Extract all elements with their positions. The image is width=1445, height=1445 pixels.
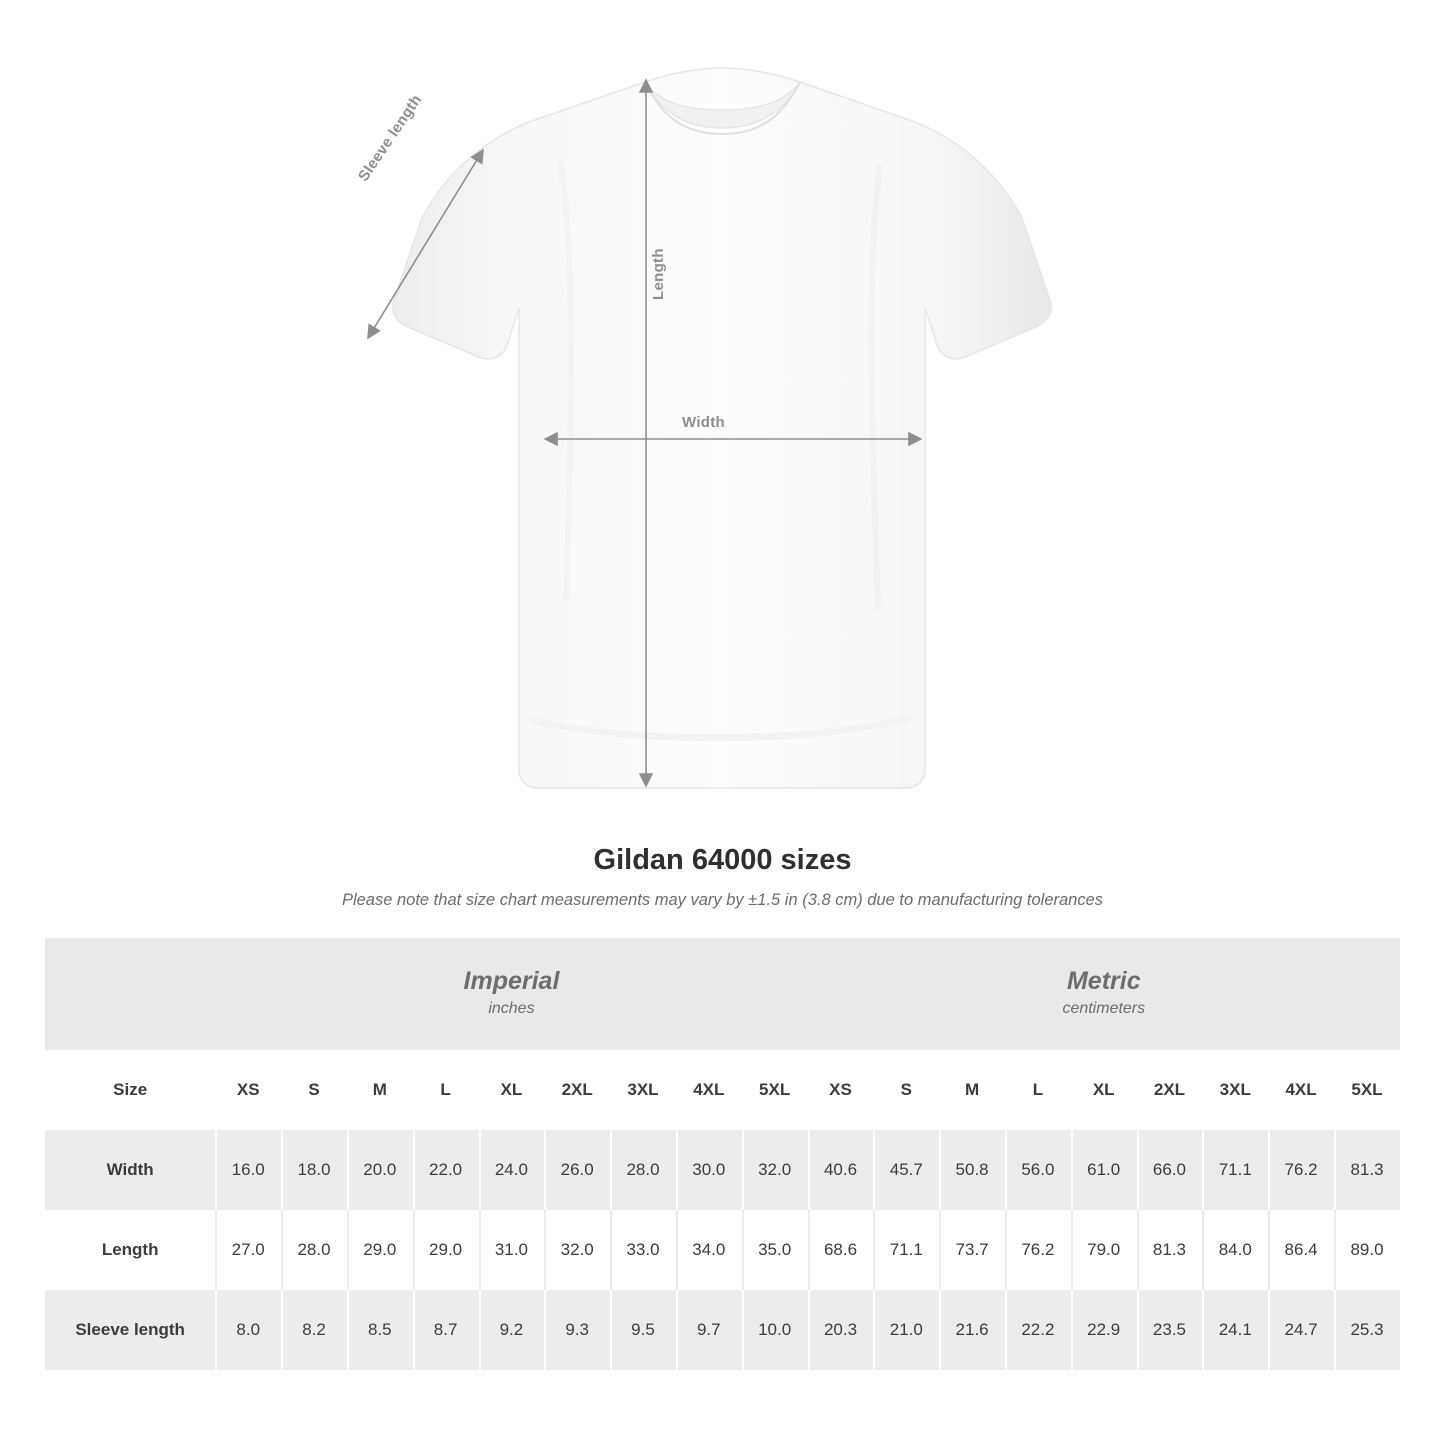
table-cell: 8.7 bbox=[413, 1290, 479, 1370]
table-cell: 73.7 bbox=[939, 1210, 1005, 1290]
table-cell: 18.0 bbox=[281, 1130, 347, 1210]
size-header-cell: L bbox=[413, 1050, 479, 1130]
table-cell: 29.0 bbox=[413, 1210, 479, 1290]
table-cell: 16.0 bbox=[215, 1130, 281, 1210]
size-header-cell: M bbox=[939, 1050, 1005, 1130]
table-cell: 66.0 bbox=[1137, 1130, 1203, 1210]
size-header-cell: XL bbox=[1071, 1050, 1137, 1130]
size-table-wrapper bbox=[45, 938, 1400, 1370]
size-header-cell: XL bbox=[479, 1050, 545, 1130]
table-cell: 24.1 bbox=[1202, 1290, 1268, 1370]
table-cell: 10.0 bbox=[742, 1290, 808, 1370]
size-header-cell: 3XL bbox=[610, 1050, 676, 1130]
table-cell: 9.2 bbox=[479, 1290, 545, 1370]
tolerance-note: Please note that size chart measurements may vary by ±1.5 in (3.8 cm) due to manufacturing tolerances bbox=[341, 891, 1104, 909]
unit-header-imperial bbox=[215, 938, 807, 1050]
table-cell: 21.0 bbox=[873, 1290, 939, 1370]
length-label: Length bbox=[650, 248, 667, 300]
table-cell: 30.0 bbox=[676, 1130, 742, 1210]
width-label: Width bbox=[682, 414, 726, 431]
table-cell: 89.0 bbox=[1334, 1210, 1400, 1290]
table-cell: 9.3 bbox=[544, 1290, 610, 1370]
table-cell: 76.2 bbox=[1005, 1210, 1071, 1290]
sleeve-length-label: Sleeve length bbox=[355, 91, 426, 185]
table-cell: 9.7 bbox=[676, 1290, 742, 1370]
table-cell: 76.2 bbox=[1268, 1130, 1334, 1210]
table-cell: 9.5 bbox=[610, 1290, 676, 1370]
table-cell: 27.0 bbox=[215, 1210, 281, 1290]
table-cell: 22.0 bbox=[413, 1130, 479, 1210]
table-cell: 84.0 bbox=[1202, 1210, 1268, 1290]
page-title: Gildan 64000 sizes bbox=[593, 844, 852, 876]
table-cell: 45.7 bbox=[873, 1130, 939, 1210]
unit-name-imperial: Imperial bbox=[463, 966, 560, 995]
table-cell: 33.0 bbox=[610, 1210, 676, 1290]
size-header-label: Size bbox=[45, 1050, 215, 1130]
size-header-cell: 4XL bbox=[676, 1050, 742, 1130]
table-cell: 25.3 bbox=[1334, 1290, 1400, 1370]
row-label-sleeve-length: Sleeve length bbox=[45, 1290, 215, 1370]
table-cell: 20.3 bbox=[808, 1290, 874, 1370]
table-cell: 81.3 bbox=[1334, 1130, 1400, 1210]
table-row bbox=[45, 1130, 1400, 1210]
table-cell: 81.3 bbox=[1137, 1210, 1203, 1290]
size-header-cell: L bbox=[1005, 1050, 1071, 1130]
row-label-width: Width bbox=[45, 1130, 215, 1210]
table-cell: 50.8 bbox=[939, 1130, 1005, 1210]
table-cell: 29.0 bbox=[347, 1210, 413, 1290]
size-header-cell: 4XL bbox=[1268, 1050, 1334, 1130]
table-cell: 61.0 bbox=[1071, 1130, 1137, 1210]
table-cell: 71.1 bbox=[1202, 1130, 1268, 1210]
table-cell: 86.4 bbox=[1268, 1210, 1334, 1290]
table-cell: 24.7 bbox=[1268, 1290, 1334, 1370]
table-cell: 31.0 bbox=[479, 1210, 545, 1290]
size-header-cell: 5XL bbox=[1334, 1050, 1400, 1130]
unit-name-metric: Metric bbox=[1066, 966, 1141, 995]
size-header-cell: S bbox=[873, 1050, 939, 1130]
table-cell: 8.2 bbox=[281, 1290, 347, 1370]
unit-sub-metric: centimeters bbox=[1062, 999, 1146, 1017]
table-cell: 79.0 bbox=[1071, 1210, 1137, 1290]
table-cell: 40.6 bbox=[808, 1130, 874, 1210]
row-label-length: Length bbox=[45, 1210, 215, 1290]
table-cell: 35.0 bbox=[742, 1210, 808, 1290]
table-row bbox=[45, 1210, 1400, 1290]
table-cell: 8.5 bbox=[347, 1290, 413, 1370]
size-header-cell: XS bbox=[215, 1050, 281, 1130]
title-block bbox=[0, 844, 1445, 910]
unit-sub-imperial: inches bbox=[488, 999, 535, 1017]
table-cell: 56.0 bbox=[1005, 1130, 1071, 1210]
size-header-cell: 2XL bbox=[1137, 1050, 1203, 1130]
size-header-cell: 3XL bbox=[1202, 1050, 1268, 1130]
unit-header-row bbox=[45, 938, 1400, 1050]
table-cell: 20.0 bbox=[347, 1130, 413, 1210]
table-cell: 32.0 bbox=[742, 1130, 808, 1210]
table-cell: 28.0 bbox=[610, 1130, 676, 1210]
table-cell: 34.0 bbox=[676, 1210, 742, 1290]
table-cell: 22.9 bbox=[1071, 1290, 1137, 1370]
table-cell: 68.6 bbox=[808, 1210, 874, 1290]
unit-header-metric bbox=[808, 938, 1400, 1050]
table-cell: 26.0 bbox=[544, 1130, 610, 1210]
table-cell: 8.0 bbox=[215, 1290, 281, 1370]
table-cell: 23.5 bbox=[1137, 1290, 1203, 1370]
size-header-cell: XS bbox=[808, 1050, 874, 1130]
size-table bbox=[45, 938, 1400, 1370]
table-cell: 21.6 bbox=[939, 1290, 1005, 1370]
table-row bbox=[45, 1290, 1400, 1370]
table-cell: 32.0 bbox=[544, 1210, 610, 1290]
size-header-cell: 2XL bbox=[544, 1050, 610, 1130]
size-header-cell: M bbox=[347, 1050, 413, 1130]
size-header-cell: S bbox=[281, 1050, 347, 1130]
table-cell: 28.0 bbox=[281, 1210, 347, 1290]
unit-header-spacer bbox=[45, 938, 215, 1050]
table-cell: 22.2 bbox=[1005, 1290, 1071, 1370]
size-header-cell: 5XL bbox=[742, 1050, 808, 1130]
table-cell: 71.1 bbox=[873, 1210, 939, 1290]
table-cell: 24.0 bbox=[479, 1130, 545, 1210]
size-header-row bbox=[45, 1050, 1400, 1130]
